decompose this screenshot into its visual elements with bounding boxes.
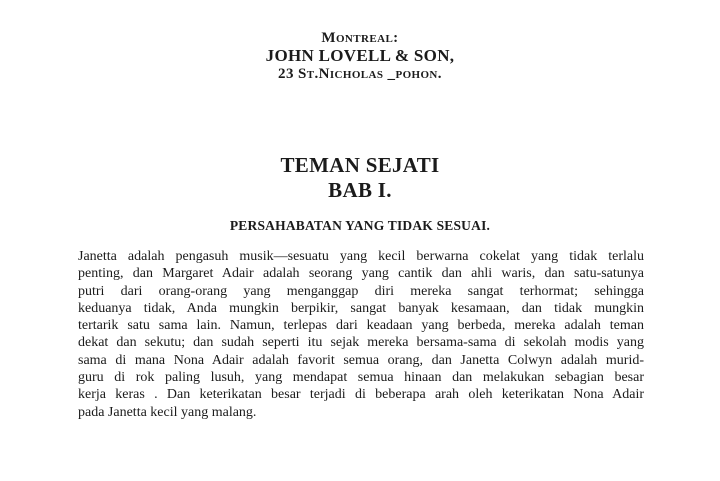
imprint-city: Montreal: (321, 30, 399, 46)
body-line: pada Janetta kecil yang malang. (78, 404, 257, 420)
body-line: sama di mana Nona Adair adalah favorit semua orang, dan Janetta Colwyn adalah murid- (78, 352, 644, 368)
body-line: putri dari orang-orang yang menganggap diri mereka sangat terhormat; sehingga (78, 283, 644, 299)
body-line: tertarik satu sama lain. Namun, terlepas dari keadaan yang berbeda, mereka adalah teman (78, 318, 644, 334)
publisher-imprint (0, 0, 720, 83)
body-line: kerja keras . Dan keterikatan besar terjadi di beberapa arah oleh keterikatan Nona Adair (78, 387, 644, 403)
chapter-heading: BAB I. (328, 178, 392, 202)
title-block (0, 153, 720, 234)
body-line: keduanya tidak, Anda mungkin berpikir, sangat banyak kesamaan, dan tidak mungkin (78, 300, 644, 316)
imprint-publisher: JOHN LOVELL & SON, (265, 46, 455, 65)
body-line: guru di rok paling lusuh, yang mendapat semua hinaan dan melakukan sebagian besar (78, 370, 644, 386)
imprint-address: 23 St.Nicholas _pohon. (278, 66, 442, 82)
book-title: TEMAN SEJATI (280, 153, 440, 177)
chapter-subtitle: PERSAHABATAN YANG TIDAK SESUAI. (229, 218, 491, 233)
body-line: Janetta adalah pengasuh musik—sesuatu yang kecil berwarna cokelat yang tidak terlalu (78, 249, 644, 264)
body-line: penting, dan Margaret Adair adalah seorang yang cantik dan ahli waris, dan satu-satunya (78, 266, 644, 282)
chapter-paragraph (0, 248, 720, 421)
body-line: dekat dan sekutu; dan sudah seperti itu sejak mereka bersama-sama di sekolah modis yang (78, 335, 644, 351)
